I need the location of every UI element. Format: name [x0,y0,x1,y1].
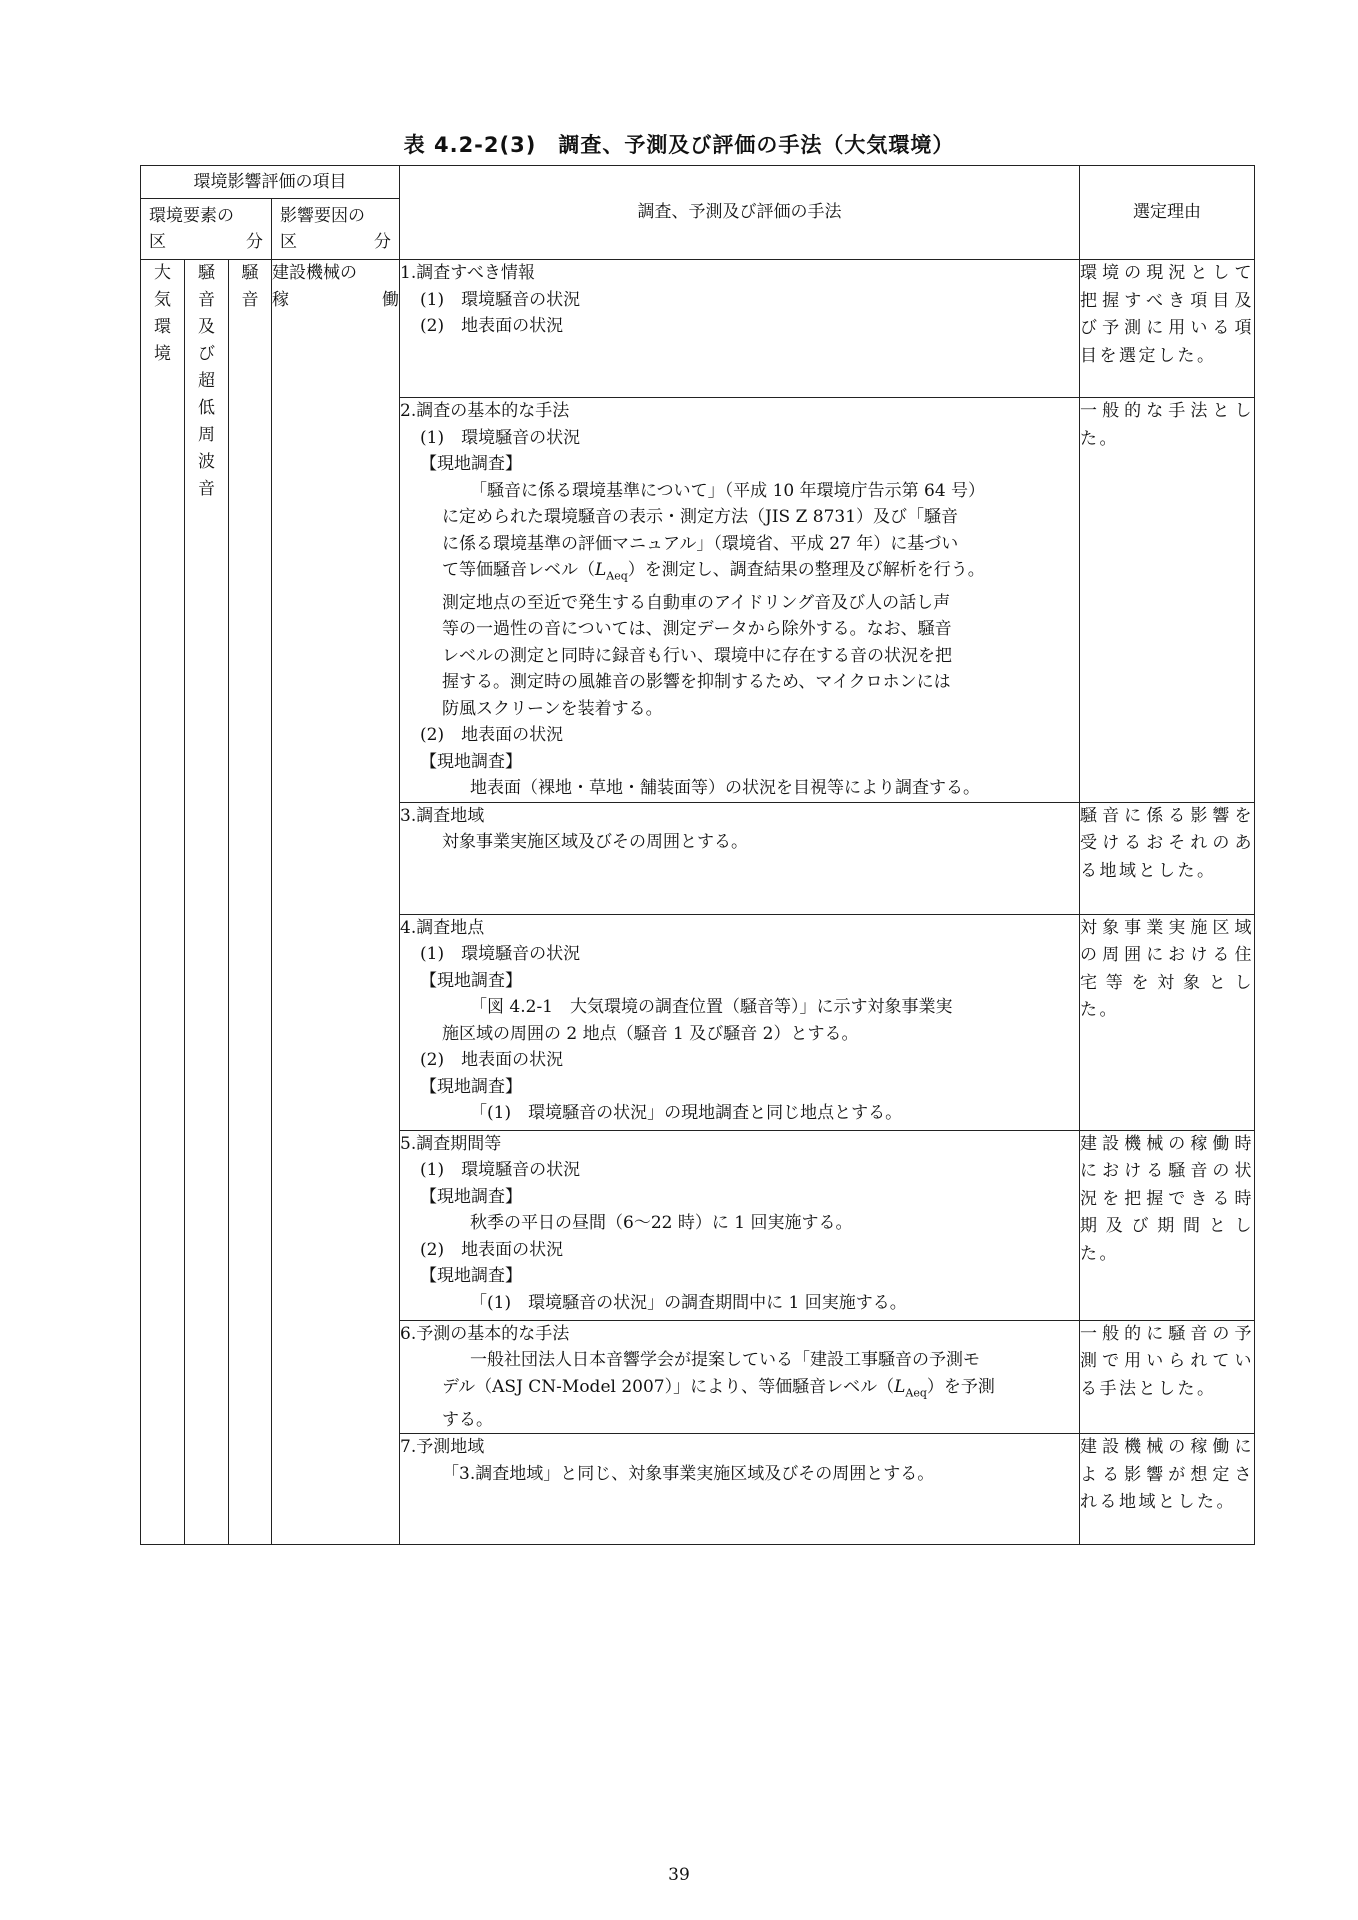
factor-left: 稼 [272,290,289,310]
method-line: て等価騒音レベル$(L_{Aeq})$を測定し、調査結果の整理及び解析を行う。 [442,560,985,583]
category-char: 音 [198,290,215,310]
method-cell-2 [400,398,1080,803]
category-char: 騒 [241,263,259,283]
method-cell-7 [400,1434,1080,1545]
category-char: 超 [198,371,215,391]
reason-cell-7: 建設機械の稼働による影響が想定される地域とした。 [1080,1434,1255,1545]
method-line: 「(1) 環境騒音の状況」の調査期間中に 1 回実施する。 [470,1292,907,1313]
method-line: (1) 環境騒音の状況 [420,1160,581,1181]
category-char: 大 [154,263,171,283]
method-line: (2) 地表面の状況 [420,1239,564,1260]
method-line: 「騒音に係る環境基準について」（平成 10 年環境庁告示第 64 号） [470,480,986,501]
header-element-left: 区 [149,232,166,252]
header-reason: 選定理由 [1080,166,1255,260]
method-line: (2) 地表面の状況 [420,725,564,746]
method-line: 測定地点の至近で発生する自動車のアイドリング音及び人の話し声 [442,592,951,613]
method-line: 「3.調査地域」と同じ、対象事業実施区域及びその周囲とする。 [442,1463,935,1484]
method-line: (1) 環境騒音の状況 [420,289,581,310]
method-line: に係る環境基準の評価マニュアル」（環境省、平成 27 年）に基づい [442,533,959,554]
header-method: 調査、予測及び評価の手法 [400,166,1080,260]
method-line: 5.調査期間等 [400,1133,502,1154]
method-line: 「図 4.2-1 大気環境の調査位置（騒音等）」に示す対象事業実 [470,997,953,1018]
method-line: 7.予測地域 [400,1437,485,1458]
method-line: (1) 環境騒音の状況 [420,944,581,965]
method-cell-5 [400,1130,1080,1320]
method-line: する。 [442,1409,493,1430]
method-line: 3.調査地域 [400,805,485,826]
method-line: 1.調査すべき情報 [400,263,535,283]
method-line: 等の一過性の音については、測定データから除外する。なお、騒音 [442,619,952,640]
header-element-top: 環境要素の [149,206,234,226]
method-cell-1 [400,260,1080,398]
method-line: 施区域の周囲の 2 地点（騒音 1 及び騒音 2）とする。 [442,1023,859,1044]
reason-cell-3: 騒音に係る影響を受けるおそれのある地域とした。 [1080,802,1255,914]
category-noise-low-frequency [185,260,229,1545]
method-line: 【現地調査】 [420,1266,522,1287]
method-line: に定められた環境騒音の表示・測定方法（JIS Z 8731）及び「騒音 [442,507,959,527]
category-char: 波 [198,452,215,472]
reason-cell-1: 環境の現況として把握すべき項目及び予測に用いる項目を選定した。 [1080,260,1255,398]
category-char: び [198,344,215,364]
factor-right: 働 [382,290,399,310]
category-char: 騒 [198,263,215,283]
method-line: 一般社団法人日本音響学会が提案している「建設工事騒音の予測モ [470,1350,980,1371]
category-air-environment [141,260,185,1545]
method-line: 2.調査の基本的な手法 [400,401,570,421]
header-element-right: 分 [246,232,263,252]
table-title: 表 4.2-2(3) 調査、予測及び評価の手法（大気環境） [403,133,955,157]
assessment-method-table [140,165,1255,1545]
category-char: 境 [154,344,171,364]
method-cell-6 [400,1320,1080,1433]
category-noise [229,260,272,1545]
method-line: 「(1) 環境騒音の状況」の現地調査と同じ地点とする。 [470,1103,903,1124]
method-line: (2) 地表面の状況 [420,1050,564,1071]
reason-cell-5: 建設機械の稼働時における騒音の状況を把握できる時期及び期間とした。 [1080,1130,1255,1320]
method-line: 【現地調査】 [420,751,522,772]
header-factor-top: 影響要因の [280,206,365,226]
category-char: 低 [198,398,215,418]
category-char: 気 [154,290,171,310]
method-line: 4.調査地点 [400,917,485,938]
header-factor-left: 区 [280,232,297,252]
method-line: 秋季の平日の昼間（6～22 時）に 1 回実施する。 [470,1213,853,1234]
category-char: 音 [198,479,215,499]
header-element-category [141,199,272,260]
category-char: 及 [198,317,215,337]
page-number: 39 [668,1865,690,1885]
method-line: 対象事業実施区域及びその周囲とする。 [442,832,748,853]
header-factor-right: 分 [374,232,391,252]
factor-construction-machinery [272,260,400,1545]
method-line: 【現地調査】 [420,454,522,474]
method-line: 【現地調査】 [420,970,522,991]
method-line: 6.予測の基本的な手法 [400,1323,570,1344]
method-line: 握する。測定時の風雑音の影響を抑制するため、マイクロホンには [442,672,951,693]
method-cell-3 [400,802,1080,914]
category-char: 環 [154,317,171,337]
category-char: 周 [198,425,215,445]
method-line: 【現地調査】 [420,1186,522,1207]
method-line: 地表面（裸地・草地・舗装面等）の状況を目視等により調査する。 [470,778,980,799]
reason-cell-2: 一般的な手法とした。 [1080,398,1255,803]
header-factor-category [272,199,400,260]
factor-top: 建設機械の [272,263,357,283]
method-cell-4 [400,914,1080,1130]
method-line: レベルの測定と同時に録音も行い、環境中に存在する音の状況を把 [442,645,952,666]
method-line: (1) 環境騒音の状況 [420,427,581,448]
reason-cell-6: 一般的に騒音の予測で用いられている手法とした。 [1080,1320,1255,1433]
method-line: デル（ASJ CN-Model 2007）」により、等価騒音レベル$(L_{Aeq})$を予測 [442,1376,995,1400]
method-line: 防風スクリーンを装着する。 [442,698,663,719]
reason-cell-4: 対象事業実施区域の周囲における住宅等を対象とした。 [1080,914,1255,1130]
method-line: 【現地調査】 [420,1076,522,1097]
header-item-group: 環境影響評価の項目 [141,166,400,199]
method-line: (2) 地表面の状況 [420,316,564,336]
category-char: 音 [241,290,259,310]
